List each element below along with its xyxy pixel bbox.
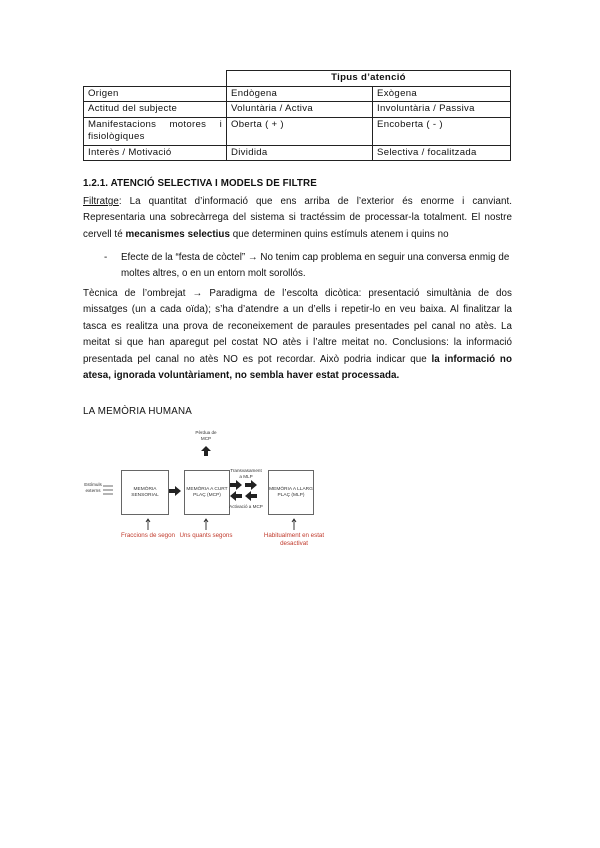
memory-diagram [83, 428, 343, 553]
table-row [84, 102, 511, 118]
arrow-transfer-2 [245, 480, 257, 490]
paragraph-text-end: que determinen quins estímuls atenem i quins no [229, 228, 449, 240]
table-row [84, 145, 511, 161]
row-value-a: Voluntària / Activa [227, 102, 373, 118]
arrow-loss-up [201, 446, 211, 456]
stimuli-label: Estímuls externs [84, 482, 102, 493]
row-value-b: Exògena [373, 86, 511, 102]
table-row [84, 86, 511, 102]
transfer-label: Transvasament a MLP [230, 468, 262, 479]
row-label: Interès / Motivació [84, 145, 227, 161]
bullet-dash: - [104, 252, 108, 263]
paragraph-filtratge [83, 194, 512, 243]
term-filtratge: Filtratge [83, 196, 119, 207]
section-title: 1.2.1. ATENCIÓ SELECTIVA I MODELS DE FILTRE [83, 178, 317, 189]
paragraph-ombrejat [83, 286, 512, 384]
row-value-a: Oberta ( + ) [227, 117, 373, 145]
table-row [84, 117, 511, 145]
row-value-a: Dividida [227, 145, 373, 161]
row-label-line2: fisiològiques [88, 131, 145, 142]
bullet-text: Efecte de la “festa de còctel” → No tenim cap problema en seguir una conversa enmig de moltes altres, o en un entorn molt sorollós. [121, 252, 510, 280]
activation-label: Activació a MCP [229, 504, 263, 509]
box-sensory-memory [121, 470, 169, 515]
paragraph-text: : La quantitat d’informació que ens arriba de l’exterior és enorme i canviant. Representaria una sobrecàrrega del sistema si tractéssim de processar-la totalment. El nostre cervell té [83, 196, 512, 240]
arrow-activation-2 [245, 491, 257, 501]
row-label-word: i [219, 118, 222, 130]
box-long-term-memory [268, 470, 314, 515]
box-long-term-memory-label: MEMÒRIA A LLARG PLAÇ (MLP) [269, 486, 313, 498]
box-short-term-memory-label: MEMÒRIA A CURT PLAÇ (MCP) [186, 486, 228, 498]
box-short-term-memory [184, 470, 230, 515]
row-value-b: Encoberta ( - ) [373, 117, 511, 145]
bold-term: mecanismes selectius [125, 228, 230, 240]
row-label: Actitud del subjecte [84, 102, 227, 118]
row-value-a: Endògena [227, 86, 373, 102]
arrow-sensory-to-mcp [168, 486, 181, 496]
box-sensory-memory-label: MEMÒRIA SENSORIAL [131, 486, 159, 498]
row-label [84, 117, 227, 145]
row-value-b: Involuntària / Passiva [373, 102, 511, 118]
time-label-long-term: Habitualment en estat desactivat [263, 532, 325, 547]
bold-conclusion: la informació no atesa, ignorada voluntàriament, no sembla haver estat processada. [83, 353, 513, 382]
row-value-b: Selectiva / focalitzada [373, 145, 511, 161]
arrow-transfer-1 [230, 480, 242, 490]
time-label-short-term: Uns quants segons [179, 532, 233, 539]
row-label-line1 [88, 119, 222, 132]
memory-section-title: LA MEMÒRIA HUMANA [83, 406, 193, 417]
table-header-empty-cell [84, 71, 227, 87]
row-label-word: motores [169, 118, 207, 130]
row-label-word: Manifestacions [88, 118, 157, 130]
paragraph-text: Tècnica de l’ombrejat → Paradigma de l’escolta dicòtica: presentació simultània de dos missatges (un a cada oïda); s’ha d’atendre a un d’ells i repetir-lo en veu baixa. Al finalitzar la tasca es realitza una prova de reconeixement de paraules presentades pel canal no atès. La meitat si que han aparegut pel costat NO atès i l’altre meitat no. Conclusions: la informació presentada pel canal no atès NO es pot recordar. Això podria indicar que [83, 288, 512, 365]
attention-types-table [83, 70, 511, 161]
table-header-title: Tipus d’atenció [227, 71, 511, 87]
bullet-item [104, 250, 512, 283]
row-label: Origen [84, 86, 227, 102]
loss-label: Pèrdua de MCP [195, 430, 217, 441]
arrow-activation-1 [230, 491, 242, 501]
time-label-sensory: Fraccions de segon [121, 532, 175, 539]
table-header-row [84, 71, 511, 87]
